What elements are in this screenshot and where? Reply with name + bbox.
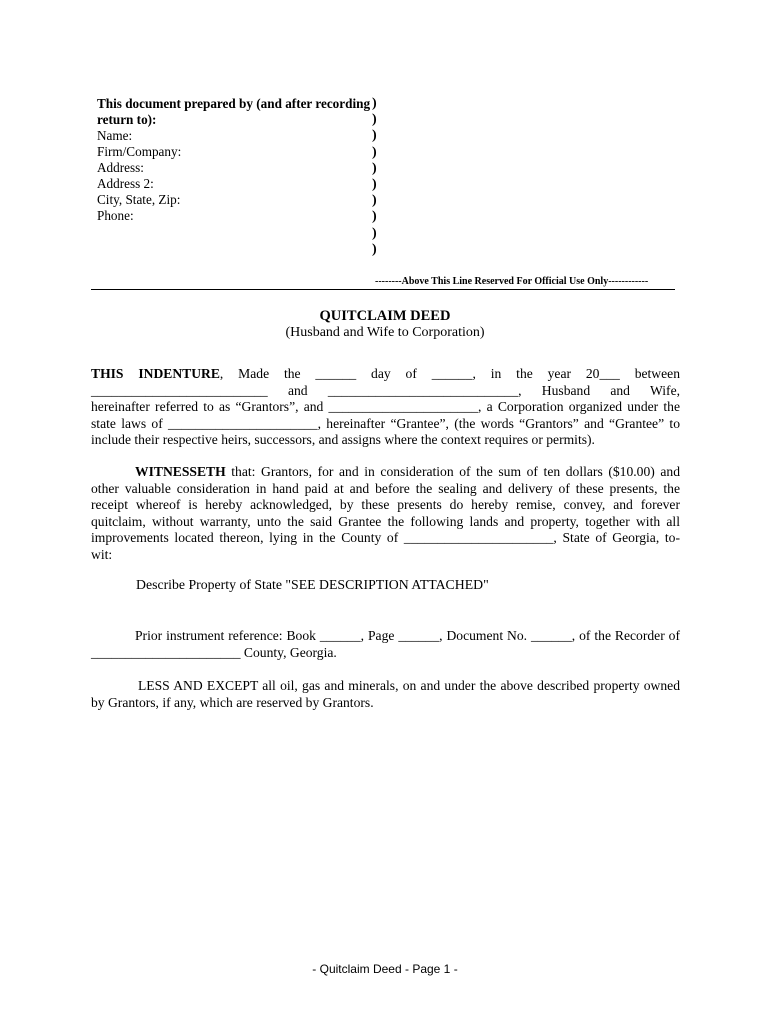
official-use-line-label: --------Above This Line Reserved For Official Use Only------------ bbox=[375, 276, 649, 287]
paren: ) bbox=[372, 225, 377, 241]
indenture-paragraph bbox=[91, 366, 680, 449]
preparer-block bbox=[97, 96, 377, 224]
preparer-heading-line1: This document prepared by (and after recording bbox=[97, 96, 371, 111]
preparer-address2-label: Address 2: bbox=[97, 176, 154, 191]
witnesseth-line-3: receipt whereof is hereby acknowledged, by these presents do hereby remise, convey, and forever bbox=[91, 497, 680, 512]
document-title: QUITCLAIM DEED bbox=[319, 308, 451, 324]
indenture-lead: THIS INDENTURE bbox=[91, 366, 220, 381]
preparer-address-label: Address: bbox=[97, 160, 144, 175]
horizontal-rule bbox=[91, 289, 675, 290]
paren: ) bbox=[372, 96, 377, 111]
property-description: Describe Property of State "SEE DESCRIPTION ATTACHED" bbox=[136, 577, 489, 592]
page-footer: - Quitclaim Deed - Page 1 - bbox=[312, 962, 458, 976]
witnesseth-line-5: improvements located thereon, lying in the County of ______________________, State of Georgia, to- bbox=[91, 530, 680, 545]
less-line-1: LESS AND EXCEPT all oil, gas and minerals, on and under the above described property owned bbox=[138, 678, 680, 693]
paren: ) bbox=[372, 160, 377, 176]
paren: ) bbox=[372, 144, 377, 160]
less-and-except-paragraph bbox=[91, 677, 680, 711]
witnesseth-line-1-text: that: Grantors, for and in consideration of the sum of ten dollars ($10.00) and bbox=[225, 464, 680, 479]
indenture-line-2: __________________________ and ____________________________, Husband and Wife, bbox=[91, 382, 680, 398]
paren: ) bbox=[372, 128, 377, 144]
prior-line-2: ______________________ County, Georgia. bbox=[91, 645, 337, 660]
witnesseth-line-1 bbox=[91, 464, 680, 481]
indenture-line-1 bbox=[91, 366, 680, 383]
paren: ) bbox=[372, 193, 377, 209]
preparer-phone-label: Phone: bbox=[97, 208, 134, 223]
paren: ) bbox=[372, 209, 377, 225]
preparer-firm-label: Firm/Company: bbox=[97, 144, 182, 159]
paren: ) bbox=[372, 177, 377, 193]
preparer-name-label: Name: bbox=[97, 128, 133, 143]
prior-line-1: Prior instrument reference: Book ______, Page ______, Document No. ______, of the Recorder of bbox=[135, 628, 680, 643]
paren: ) bbox=[372, 241, 377, 257]
witnesseth-lead: WITNESSETH bbox=[135, 464, 226, 479]
indenture-line-3: hereinafter referred to as “Grantors”, and ______________________, a Corporation organized under the bbox=[91, 399, 680, 414]
indenture-line-5: include their respective heirs, successors, and assigns where the context requires or permits). bbox=[91, 432, 595, 447]
preparer-heading-line2: return to): bbox=[97, 112, 157, 127]
less-line-2: by Grantors, if any, which are reserved by Grantors. bbox=[91, 695, 374, 710]
witnesseth-line-4: quitclaim, without warranty, unto the said Grantee the following lands and property, together with all bbox=[91, 513, 680, 529]
prior-instrument-paragraph bbox=[91, 627, 680, 661]
indenture-line-4: state laws of ______________________, hereinafter “Grantee”, (the words “Grantors” and “Grantee” to bbox=[91, 415, 680, 431]
witnesseth-paragraph bbox=[91, 464, 680, 563]
preparer-city-state-zip-label: City, State, Zip: bbox=[97, 192, 181, 207]
document-subtitle: (Husband and Wife to Corporation) bbox=[285, 325, 485, 340]
witnesseth-line-6: wit: bbox=[91, 546, 113, 562]
indenture-line-1-text: , Made the ______ day of ______, in the year 20___ between bbox=[219, 366, 680, 381]
bracket-column bbox=[372, 96, 384, 258]
witnesseth-line-2: other valuable consideration in hand paid at and before the sealing and delivery of these presents, the bbox=[91, 480, 680, 496]
paren: ) bbox=[372, 112, 377, 128]
